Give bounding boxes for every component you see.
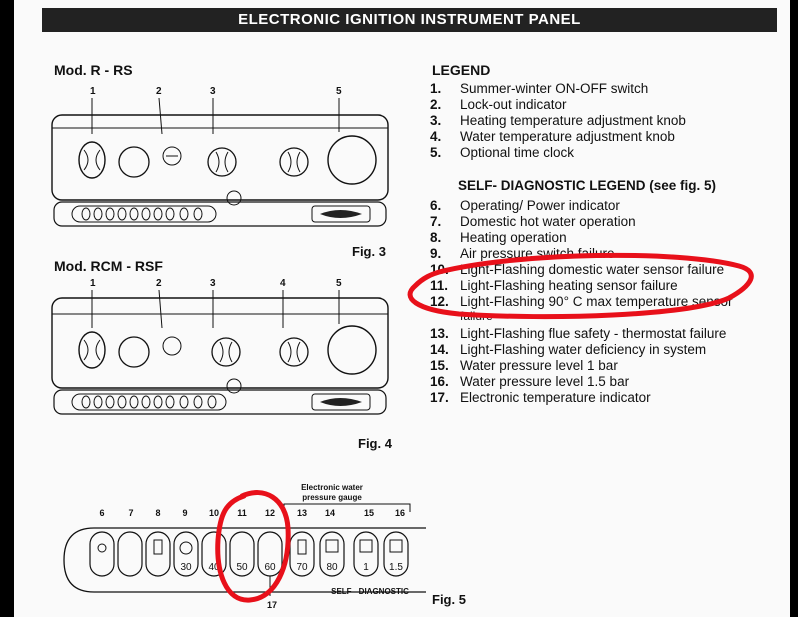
fig5-callout-8: 8 [155,508,161,518]
fig3-panel-diagram [44,82,394,252]
model-label-rcm-rsf: Mod. RCM - RSF [54,258,163,274]
legend-item-2: 2. Lock-out indicator [430,97,567,112]
gauge-label-line1: Electronic water [301,483,363,492]
diag-item-14: 14. Light-Flashing water deficiency in system [430,342,707,357]
diag-item-6: 6. Operating/ Power indicator [430,198,620,213]
gauge-label-line2: pressure gauge [302,493,362,502]
legend-item-3: 3. Heating temperature adjustment knob [430,113,686,128]
red-annotation-ellipse [399,244,769,324]
diag-item-13: 13. Light-Flashing flue safety - thermostat failure [430,326,727,341]
fig5-callout-16: 16 [394,508,406,518]
legend-item-4: 4. Water temperature adjustment knob [430,129,675,144]
diag-item-16: 16. Water pressure level 1.5 bar [430,374,630,389]
diag-item-9: 9. Air pressure switch failure [430,246,615,261]
fig5-value-40: 40 [208,562,220,573]
fig5-callout-6: 6 [99,508,105,518]
diag-item-17: 17. Electronic temperature indicator [430,390,651,405]
fig5-value-30: 30 [180,562,192,573]
fig5-callout-7: 7 [128,508,134,518]
fig3-caption: Fig. 3 [352,244,386,259]
fig5-value-80: 80 [326,562,338,573]
self-diagnostic-label: SELF - DIAGNOSTIC [331,587,409,596]
fig5-callout-17: 17 [266,600,278,610]
fig5-value-1: 1 [363,562,369,573]
fig5-callout-11: 11 [237,508,247,518]
fig5-callout-12: 12 [264,508,276,518]
diag-item-12: 12. Light-Flashing 90° C max temperature sensor [430,294,733,309]
fig4-caption: Fig. 4 [358,436,392,451]
self-diagnostic-legend-title: SELF- DIAGNOSTIC LEGEND (see fig. 5) [458,178,717,193]
fig5-value-50: 50 [236,562,248,573]
fig5-caption: Fig. 5 [432,592,466,607]
fig4-callout-5: 5 [336,278,342,289]
fig5-self-diagnostic-diagram [54,476,434,617]
diag-item-10: 10. Light-Flashing domestic water sensor failure [430,262,725,277]
page-title: ELECTRONIC IGNITION INSTRUMENT PANEL [42,8,777,32]
legend-title: LEGEND [432,62,491,78]
fig4-callout-1: 1 [90,278,96,289]
fig5-value-60: 60 [264,562,276,573]
fig3-callout-2: 2 [156,86,162,97]
fig5-callout-9: 9 [182,508,188,518]
fig5-value-70: 70 [296,562,308,573]
legend-item-5: 5. Optional time clock [430,145,575,160]
diag-item-7: 7. Domestic hot water operation [430,214,636,229]
diag-item-15: 15. Water pressure level 1 bar [430,358,618,373]
fig5-callout-14: 14 [324,508,336,518]
diag-item-12-continuation: failure [460,309,493,323]
fig5-value-1-5: 1.5 [389,562,403,573]
fig3-callout-3: 3 [210,86,216,97]
fig3-callout-5: 5 [336,86,342,97]
fig5-callout-10: 10 [208,508,220,518]
fig5-callout-13: 13 [296,508,308,518]
fig4-panel-diagram [44,274,394,434]
legend-item-1: 1. Summer-winter ON-OFF switch [430,81,649,96]
model-label-r-rs: Mod. R - RS [54,62,133,78]
diag-item-8: 8. Heating operation [430,230,567,245]
fig4-callout-4: 4 [280,278,286,289]
fig5-callout-15: 15 [363,508,375,518]
fig4-callout-2: 2 [156,278,162,289]
manual-page [14,0,790,617]
fig3-callout-1: 1 [90,86,96,97]
diag-item-11: 11. Light-Flashing heating sensor failure [430,278,678,293]
fig4-callout-3: 3 [210,278,216,289]
